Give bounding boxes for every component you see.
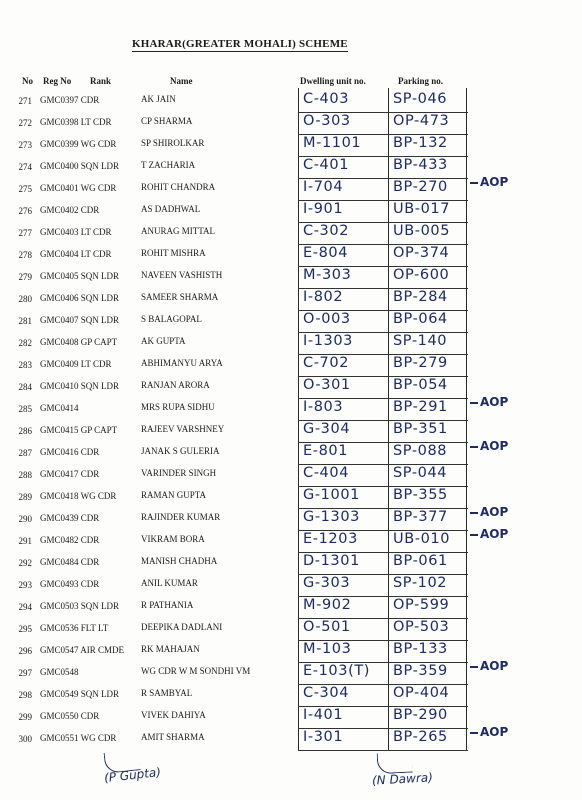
table-row bbox=[0, 686, 582, 708]
table-row-line bbox=[298, 266, 468, 267]
row-dwelling-unit: C-403 bbox=[303, 91, 350, 107]
table-row-line bbox=[298, 134, 468, 135]
row-name: WG CDR W M SONDHI VM bbox=[141, 666, 251, 676]
row-name: SP SHIROLKAR bbox=[141, 138, 205, 148]
row-name: AMIT SHARMA bbox=[141, 732, 205, 742]
row-parking-no: BP-351 bbox=[393, 421, 448, 437]
row-reg-rank: GMC0551 WG CDR bbox=[40, 733, 117, 743]
row-reg-rank: GMC0503 SQN LDR bbox=[40, 601, 120, 611]
row-serial-no: 274 bbox=[18, 162, 32, 172]
row-name: AK GUPTA bbox=[141, 336, 186, 346]
row-parking-no: OP-473 bbox=[393, 113, 450, 129]
row-dwelling-unit: I-901 bbox=[303, 201, 344, 217]
row-dwelling-unit: G-1001 bbox=[303, 487, 360, 503]
row-reg-rank: GMC0482 CDR bbox=[40, 535, 100, 545]
row-aop-note: AOP bbox=[470, 175, 508, 189]
table-row-line bbox=[298, 376, 468, 377]
row-name: R SAMBYAL bbox=[141, 688, 193, 698]
table-row-line bbox=[298, 354, 468, 355]
row-serial-no: 280 bbox=[18, 294, 32, 304]
row-name: MANISH CHADHA bbox=[141, 556, 218, 566]
row-serial-no: 281 bbox=[18, 316, 32, 326]
row-reg-rank: GMC0405 SQN LDR bbox=[40, 271, 120, 281]
row-name: JANAK S GULERIA bbox=[141, 446, 220, 456]
table-row-line bbox=[298, 552, 468, 553]
table-row bbox=[0, 312, 582, 334]
row-reg-rank: GMC0484 CDR bbox=[40, 557, 100, 567]
row-name: MRS RUPA SIDHU bbox=[141, 402, 215, 412]
row-serial-no: 275 bbox=[18, 184, 32, 194]
row-parking-no: BP-054 bbox=[393, 377, 448, 393]
row-parking-no: UB-017 bbox=[393, 201, 451, 217]
row-dwelling-unit: E-103(T) bbox=[303, 663, 371, 679]
row-reg-rank: GMC0415 GP CAPT bbox=[40, 425, 118, 435]
row-dwelling-unit: I-802 bbox=[303, 289, 344, 305]
row-serial-no: 282 bbox=[18, 338, 32, 348]
row-dwelling-unit: O-501 bbox=[303, 619, 351, 635]
row-reg-rank: GMC0416 CDR bbox=[40, 447, 100, 457]
row-name: ROHIT MISHRA bbox=[141, 248, 206, 258]
row-reg-rank: GMC0417 CDR bbox=[40, 469, 100, 479]
table-row-line bbox=[298, 574, 468, 575]
table-row-line bbox=[298, 618, 468, 619]
table-row-line bbox=[298, 332, 468, 333]
row-reg-rank: GMC0408 GP CAPT bbox=[40, 337, 118, 347]
table-row bbox=[0, 246, 582, 268]
row-dwelling-unit: O-301 bbox=[303, 377, 351, 393]
row-serial-no: 300 bbox=[18, 734, 32, 744]
table-row-line bbox=[298, 508, 468, 509]
table-row bbox=[0, 598, 582, 620]
table-row-line bbox=[298, 596, 468, 597]
row-reg-rank: GMC0403 LT CDR bbox=[40, 227, 112, 237]
table-row-line bbox=[298, 178, 468, 179]
table-row bbox=[0, 175, 582, 202]
row-name: VIKRAM BORA bbox=[141, 534, 205, 544]
row-parking-no: BP-433 bbox=[393, 157, 448, 173]
row-serial-no: 276 bbox=[18, 206, 32, 216]
row-serial-no: 291 bbox=[18, 536, 32, 546]
row-name: ANURAG MITTAL bbox=[141, 226, 216, 236]
table-row bbox=[0, 439, 582, 466]
table-row-line bbox=[298, 684, 468, 685]
table-row-line bbox=[298, 244, 468, 245]
table-row bbox=[0, 224, 582, 246]
row-reg-rank: GMC0549 SQN LDR bbox=[40, 689, 120, 699]
row-dwelling-unit: M-103 bbox=[303, 641, 352, 657]
row-serial-no: 283 bbox=[18, 360, 32, 370]
row-dwelling-unit: C-702 bbox=[303, 355, 350, 371]
table-row-line bbox=[298, 728, 468, 729]
header-serial-no: No bbox=[22, 76, 33, 86]
row-serial-no: 271 bbox=[18, 96, 32, 106]
row-name: RAJEEV VARSHNEY bbox=[141, 424, 225, 434]
row-serial-no: 292 bbox=[18, 558, 32, 568]
table-row bbox=[0, 725, 582, 752]
row-parking-no: BP-355 bbox=[393, 487, 448, 503]
row-reg-rank: GMC0397 CDR bbox=[40, 95, 100, 105]
row-parking-no: OP-600 bbox=[393, 267, 450, 283]
row-serial-no: 298 bbox=[18, 690, 32, 700]
table-row-line bbox=[298, 750, 468, 751]
row-parking-no: BP-064 bbox=[393, 311, 448, 327]
row-dwelling-unit: M-902 bbox=[303, 597, 352, 613]
row-aop-note: AOP bbox=[470, 505, 508, 519]
row-dwelling-unit: M-1101 bbox=[303, 135, 362, 151]
header-rank: Rank bbox=[90, 76, 112, 86]
header-dwelling-unit: Dwelling unit no. bbox=[300, 76, 366, 86]
row-parking-no: SP-102 bbox=[393, 575, 448, 591]
table-row-line bbox=[298, 640, 468, 641]
row-reg-rank: GMC0404 LT CDR bbox=[40, 249, 112, 259]
table-row bbox=[0, 466, 582, 488]
row-serial-no: 273 bbox=[18, 140, 32, 150]
row-parking-no: BP-359 bbox=[393, 663, 448, 679]
row-aop-note: AOP bbox=[470, 439, 508, 453]
row-parking-no: UB-005 bbox=[393, 223, 451, 239]
table-row bbox=[0, 527, 582, 554]
row-dwelling-unit: I-803 bbox=[303, 399, 344, 415]
row-aop-note: AOP bbox=[470, 659, 508, 673]
row-serial-no: 278 bbox=[18, 250, 32, 260]
row-reg-rank: GMC0410 SQN LDR bbox=[40, 381, 120, 391]
row-reg-rank: GMC0407 SQN LDR bbox=[40, 315, 120, 325]
row-dwelling-unit: C-302 bbox=[303, 223, 350, 239]
row-dwelling-unit: G-1303 bbox=[303, 509, 360, 525]
table-row bbox=[0, 356, 582, 378]
table-row-line bbox=[298, 310, 468, 311]
table-row-line bbox=[298, 442, 468, 443]
row-parking-no: OP-404 bbox=[393, 685, 450, 701]
row-name: VARINDER SINGH bbox=[141, 468, 217, 478]
table-row bbox=[0, 576, 582, 598]
row-name: AK JAIN bbox=[141, 94, 176, 104]
row-serial-no: 272 bbox=[18, 118, 32, 128]
row-reg-rank: GMC0548 bbox=[40, 667, 79, 677]
table-row-line bbox=[298, 486, 468, 487]
row-parking-no: SP-044 bbox=[393, 465, 448, 481]
row-name: ABHIMANYU ARYA bbox=[141, 358, 223, 368]
row-serial-no: 285 bbox=[18, 404, 32, 414]
row-serial-no: 288 bbox=[18, 470, 32, 480]
table-row bbox=[0, 395, 582, 422]
table-row-line bbox=[298, 288, 468, 289]
row-dwelling-unit: D-1301 bbox=[303, 553, 360, 569]
row-aop-note: AOP bbox=[470, 395, 508, 409]
row-reg-rank: GMC0401 WG CDR bbox=[40, 183, 117, 193]
signature-left-name: (P Gupta) bbox=[103, 765, 162, 785]
table-row-line bbox=[298, 200, 468, 201]
row-parking-no: BP-061 bbox=[393, 553, 448, 569]
table-row-line bbox=[298, 464, 468, 465]
row-dwelling-unit: O-303 bbox=[303, 113, 351, 129]
row-serial-no: 299 bbox=[18, 712, 32, 722]
row-reg-rank: GMC0398 LT CDR bbox=[40, 117, 112, 127]
row-dwelling-unit: E-801 bbox=[303, 443, 349, 459]
row-dwelling-unit: E-804 bbox=[303, 245, 349, 261]
row-parking-no: BP-133 bbox=[393, 641, 448, 657]
table-row bbox=[0, 136, 582, 158]
table-row bbox=[0, 202, 582, 224]
row-dwelling-unit: I-401 bbox=[303, 707, 344, 723]
table-row-line bbox=[298, 398, 468, 399]
row-name: ANIL KUMAR bbox=[141, 578, 198, 588]
row-reg-rank: GMC0439 CDR bbox=[40, 513, 100, 523]
row-dwelling-unit: I-704 bbox=[303, 179, 344, 195]
row-parking-no: BP-132 bbox=[393, 135, 448, 151]
row-serial-no: 295 bbox=[18, 624, 32, 634]
row-name: AS DADHWAL bbox=[141, 204, 201, 214]
row-name: DEEPIKA DADLANI bbox=[141, 622, 223, 632]
row-parking-no: SP-140 bbox=[393, 333, 448, 349]
table-row-line bbox=[298, 662, 468, 663]
table-row bbox=[0, 334, 582, 356]
signature-left bbox=[103, 765, 161, 785]
table-row-line bbox=[298, 530, 468, 531]
table-row bbox=[0, 268, 582, 290]
row-name: RAMAN GUPTA bbox=[141, 490, 207, 500]
row-name: S BALAGOPAL bbox=[141, 314, 202, 324]
row-reg-rank: GMC0400 SQN LDR bbox=[40, 161, 120, 171]
row-dwelling-unit: I-301 bbox=[303, 729, 344, 745]
row-name: RK MAHAJAN bbox=[141, 644, 200, 654]
row-parking-no: BP-291 bbox=[393, 399, 448, 415]
row-name: R PATHANIA bbox=[141, 600, 194, 610]
row-dwelling-unit: E-1203 bbox=[303, 531, 358, 547]
row-parking-no: BP-284 bbox=[393, 289, 448, 305]
table-row-line bbox=[298, 156, 468, 157]
row-name: RAJINDER KUMAR bbox=[141, 512, 221, 522]
row-name: NAVEEN VASHISTH bbox=[141, 270, 223, 280]
row-name: SAMEER SHARMA bbox=[141, 292, 219, 302]
row-aop-note: AOP bbox=[470, 527, 508, 541]
row-parking-no: SP-088 bbox=[393, 443, 448, 459]
row-serial-no: 297 bbox=[18, 668, 32, 678]
table-row bbox=[0, 554, 582, 576]
row-reg-rank: GMC0406 SQN LDR bbox=[40, 293, 120, 303]
row-dwelling-unit: C-401 bbox=[303, 157, 350, 173]
table-row bbox=[0, 659, 582, 686]
row-parking-no: BP-290 bbox=[393, 707, 448, 723]
table-row-line bbox=[298, 222, 468, 223]
row-parking-no: OP-503 bbox=[393, 619, 450, 635]
row-name: VIVEK DAHIYA bbox=[141, 710, 206, 720]
row-name: CP SHARMA bbox=[141, 116, 193, 126]
row-parking-no: BP-279 bbox=[393, 355, 448, 371]
row-dwelling-unit: I-1303 bbox=[303, 333, 354, 349]
row-serial-no: 284 bbox=[18, 382, 32, 392]
row-reg-rank: GMC0414 bbox=[40, 403, 79, 413]
row-serial-no: 293 bbox=[18, 580, 32, 590]
row-serial-no: 294 bbox=[18, 602, 32, 612]
row-parking-no: BP-270 bbox=[393, 179, 448, 195]
row-reg-rank: GMC0418 WG CDR bbox=[40, 491, 117, 501]
row-reg-rank: GMC0399 WG CDR bbox=[40, 139, 117, 149]
page-title: KHARAR(GREATER MOHALI) SCHEME bbox=[132, 38, 348, 50]
table-row bbox=[0, 114, 582, 136]
row-dwelling-unit: G-303 bbox=[303, 575, 351, 591]
row-serial-no: 289 bbox=[18, 492, 32, 502]
row-dwelling-unit: M-303 bbox=[303, 267, 352, 283]
row-reg-rank: GMC0409 LT CDR bbox=[40, 359, 112, 369]
row-serial-no: 286 bbox=[18, 426, 32, 436]
header-reg-no: Reg No bbox=[43, 76, 72, 86]
row-dwelling-unit: C-404 bbox=[303, 465, 350, 481]
row-serial-no: 296 bbox=[18, 646, 32, 656]
signature-right bbox=[372, 770, 434, 787]
row-reg-rank: GMC0547 AIR CMDE bbox=[40, 645, 125, 655]
row-parking-no: OP-599 bbox=[393, 597, 450, 613]
row-reg-rank: GMC0402 CDR bbox=[40, 205, 100, 215]
row-dwelling-unit: G-304 bbox=[303, 421, 351, 437]
row-serial-no: 277 bbox=[18, 228, 32, 238]
row-serial-no: 287 bbox=[18, 448, 32, 458]
row-parking-no: OP-374 bbox=[393, 245, 450, 261]
table-row bbox=[0, 620, 582, 642]
table-row-line bbox=[298, 420, 468, 421]
row-dwelling-unit: C-304 bbox=[303, 685, 350, 701]
row-name: T ZACHARIA bbox=[141, 160, 196, 170]
table-row-line bbox=[298, 706, 468, 707]
table-row bbox=[0, 290, 582, 312]
row-name: ROHIT CHANDRA bbox=[141, 182, 216, 192]
row-reg-rank: GMC0493 CDR bbox=[40, 579, 100, 589]
row-reg-rank: GMC0550 CDR bbox=[40, 711, 100, 721]
row-reg-rank: GMC0536 FLT LT bbox=[40, 623, 109, 633]
row-parking-no: BP-377 bbox=[393, 509, 448, 525]
table-row-line bbox=[298, 112, 468, 113]
row-parking-no: UB-010 bbox=[393, 531, 451, 547]
signature-scribble bbox=[377, 751, 413, 774]
row-serial-no: 279 bbox=[18, 272, 32, 282]
header-parking: Parking no. bbox=[398, 76, 444, 86]
signature-right-name: (N Dawra) bbox=[371, 770, 434, 788]
table-row bbox=[0, 92, 582, 114]
row-aop-note: AOP bbox=[470, 725, 508, 739]
row-dwelling-unit: O-003 bbox=[303, 311, 351, 327]
row-parking-no: SP-046 bbox=[393, 91, 448, 107]
header-name: Name bbox=[170, 76, 193, 86]
row-parking-no: BP-265 bbox=[393, 729, 448, 745]
row-serial-no: 290 bbox=[18, 514, 32, 524]
row-name: RANJAN ARORA bbox=[141, 380, 210, 390]
